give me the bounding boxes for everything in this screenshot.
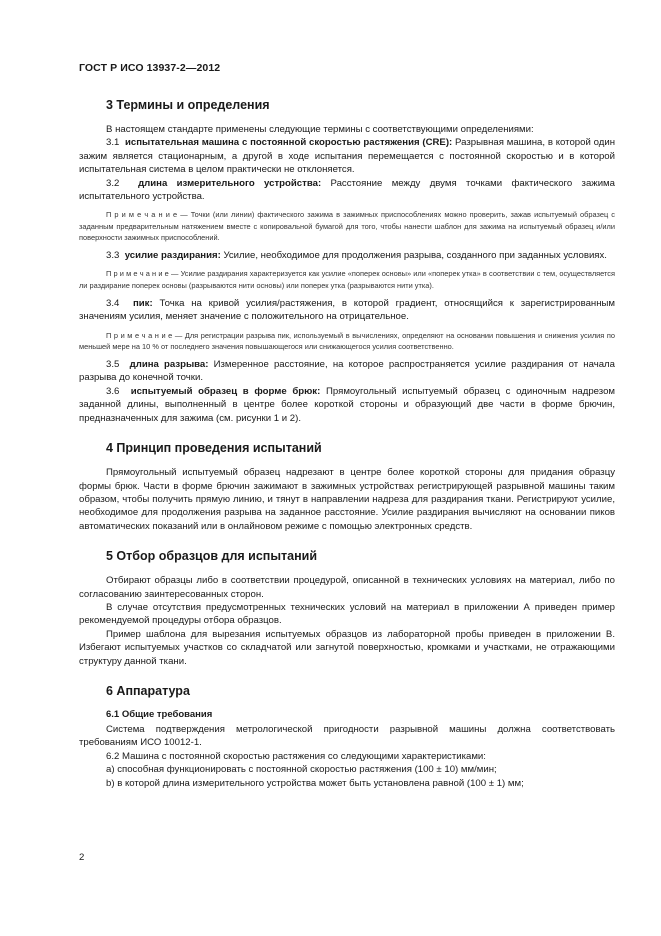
term-3-2 (79, 177, 615, 204)
section-3-intro: В настоящем стандарте применены следующие термины с соответствующими определениями: (106, 124, 534, 135)
section-6-title: 6 Аппаратура (106, 683, 190, 698)
term-definition: Усилие, необходимое для продолжения разрыва, созданного при заданных условиях. (223, 250, 607, 262)
term-definition: Точка на кривой усилия/растяжения, в которой градиент, относящийся к зарегистрированным значениям усилия, меняет значение с положительного на отрицательное. (79, 297, 615, 323)
note-label: П р и м е ч а н и е (106, 269, 169, 279)
term-number: 3.5 (106, 359, 120, 371)
note-text: — Усилие раздирания характеризуется как усилие «поперек основы» или «поперек утка» в соответствии с тем, осуществляется ли раздирание поперек основы (разрываются нити основы) или поперек утка (разрываются нити утка). (79, 269, 615, 290)
term-definition: Измеренное расстояние, на которое распространяется усилие раздирания от начала разрыва до конечной точки. (79, 359, 615, 384)
section-4-title: 4 Принцип проведения испытаний (106, 441, 322, 456)
term-name: усилие раздирания: (124, 250, 221, 262)
note-1 (79, 209, 615, 243)
section-5-paragraph-3: Пример шаблона для вырезания испытуемых образцов из лабораторной пробы приведен в приложении В. Избегают испытуемых участков со складчатой или загнутой поверхностью, кромками и участками, не отражающими структуру данной ткани. (79, 628, 615, 667)
list-item-b: b) в которой длина измерительного устройства может быть установлена равной (100 ± 1) мм; (106, 777, 524, 789)
term-name: испытательная машина с постоянной скоростью растяжения (CRE): (124, 137, 453, 149)
note-label: П р и м е ч а н и е (106, 210, 178, 220)
document-header: ГОСТ Р ИСО 13937-2—2012 (79, 62, 221, 74)
term-name: длина разрыва: (129, 359, 209, 371)
term-number: 3.2 (106, 177, 120, 189)
term-definition: Прямоугольный испытуемый образец с одиночным надрезом заданной длины, выполненный в центре более короткой стороны и образующий две части в форме брючин, предназначенных для зажима (см. рисунки 1 и 2). (79, 385, 616, 424)
term-number: 3.1 (106, 137, 120, 149)
document-page (79, 62, 615, 790)
section-5-title: 5 Отбор образцов для испытаний (106, 549, 318, 564)
note-2 (79, 268, 615, 290)
subsection-6-1-title: 6.1 Общие требования (106, 708, 213, 720)
section-6-paragraph-1: Система подтверждения метрологической пригодности разрывной машины должна соответствовать требованиям ИСО 10012-1. (79, 723, 615, 749)
section-4-paragraph: Прямоугольный испытуемый образец надрезают в центре более короткой стороны для придания образцу формы брюк. Части в форме брючин зажимают в зажимных устройствах регистрирующей разрывной машины таким образом, чтобы получить прямую линию, и тянут в направлении надреза для раздирания ткани. Регистрируют усилие, необходимое для продолжения разрыва на заданное расстояние. Усилие раздирания вычисляют на основании пиков автоматических показаний или в онлайновом режиме с помощью электронных средств. (79, 467, 615, 532)
term-name: пик: (132, 297, 153, 309)
section-5-paragraph-2: В случае отсутствия предусмотренных технических условий на материал в приложении А приведен пример рекомендуемой процедуры отбора образцов. (79, 601, 615, 627)
term-name: длина измерительного устройства: (138, 177, 322, 189)
term-number: 3.3 (106, 250, 120, 262)
section-6-paragraph-2: 6.2 Машина с постоянной скоростью растяжения со следующими характеристиками: (106, 750, 486, 762)
term-3-5 (79, 358, 615, 385)
term-3-3 (79, 249, 615, 262)
term-name: испытуемый образец в форме брюк: (130, 385, 321, 397)
term-definition: Разрывная машина, в которой один зажим является стационарным, а другой в ходе испытания перемещается с постоянной скоростью и в которой испытательная система в целом практически не отклоняется. (79, 137, 616, 176)
note-3 (79, 330, 615, 352)
term-3-4 (79, 297, 615, 324)
term-3-6 (79, 385, 615, 425)
term-definition: Расстояние между двумя точками фактического зажима испытательного устройства. (79, 177, 615, 203)
term-number: 3.4 (106, 297, 120, 309)
page-number: 2 (79, 852, 85, 863)
list-item-a: а) способная функционировать с постоянной скоростью растяжения (100 ± 10) мм/мин; (106, 764, 497, 776)
section-3-title: 3 Термины и определения (106, 98, 270, 112)
note-text: — Для регистрации разрыва пик, используемый в вычислениях, определяют на основании повышения и снижения усилия по меньшей мере на 10 % от последнего значения повышающегося или снижающегося усилия соответственно. (79, 330, 615, 351)
note-label: П р и м е ч а н и е (106, 330, 173, 340)
term-3-1 (79, 136, 615, 176)
term-number: 3.6 (106, 385, 120, 397)
section-5-paragraph-1: Отбирают образцы либо в соответствии процедурой, описанной в технических условиях на материал, либо по согласованию заинтересованных сторон. (79, 575, 615, 600)
note-text: — Точки (или линии) фактического зажима в зажимных приспособлениях можно проверить, зажав испытуемый образец с заданным предварительным натяжением вместе с копировальной бумагой для того, чтобы нанести шаблон для зажима на испытуемый образец и/или поверхности зажимных приспособлений. (79, 210, 615, 242)
